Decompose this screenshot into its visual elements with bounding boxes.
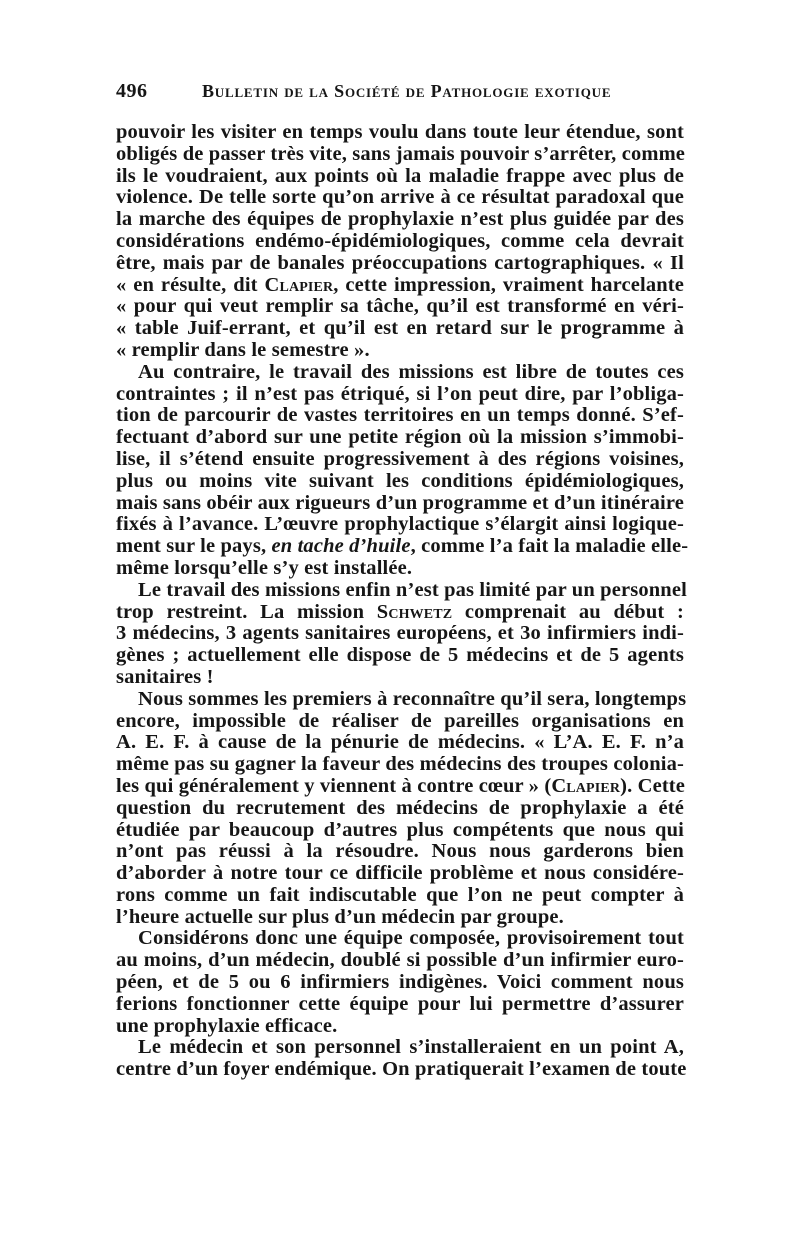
text-line: Considérons donc une équipe composée, provisoirement tout [138, 927, 684, 950]
text-line: « table Juif-errant, et qu’il est en retard sur le programme à [116, 317, 684, 340]
page-header [116, 80, 686, 106]
text-line: considérations endémo-épidémiologiques, comme cela devrait [116, 229, 684, 252]
text-line: violence. De telle sorte qu’on arrive à ce résultat paradoxal que [116, 186, 684, 209]
text-line: mais sans obéir aux rigueurs d’un programme et d’un itinéraire [116, 491, 684, 514]
text-line: pouvoir les visiter en temps voulu dans toute leur étendue, sont [116, 121, 684, 143]
text-line: contraintes ; il n’est pas étriqué, si l’on peut dire, par l’obliga- [116, 382, 684, 405]
text-line: A. E. F. à cause de la pénurie de médecins. « L’A. E. F. n’a [116, 731, 684, 754]
text-line: fixés à l’avance. L’œuvre prophylactique s’élargit ainsi logique- [116, 513, 684, 536]
author-name-clapier: Clapier [551, 774, 621, 797]
text-line: l’heure actuelle sur plus d’un médecin par groupe. [116, 905, 564, 928]
text-line: encore, impossible de réaliser de pareilles organisations en [116, 709, 684, 732]
text-line: Le médecin et son personnel s’installeraient en un point A, [138, 1036, 684, 1059]
italic-phrase: en tache d’huile [271, 535, 411, 558]
text-line: être, mais par de banales préoccupations cartographiques. « Il [116, 251, 684, 274]
text-line: la marche des équipes de prophylaxie n’est plus guidée par des [116, 208, 684, 231]
text-line: Au contraire, le travail des missions est libre de toutes ces [138, 360, 684, 383]
text-line: n’ont pas réussi à la résoudre. Nous nous garderons bien [116, 840, 684, 863]
text-line: 3 médecins, 3 agents sanitaires européens, et 3o infirmiers indi- [116, 622, 684, 645]
text-line: question du recrutement des médecins de prophylaxie a été [116, 796, 684, 819]
text-line: les qui généralement y viennent à contre cœur » (Clapier). Cette [116, 774, 686, 797]
text-line: gènes ; actuellement elle dispose de 5 médecins et de 5 agents [116, 644, 684, 667]
text-line: « en résulte, dit Clapier, cette impression, vraiment harcelante [116, 273, 684, 296]
page-number: 496 [116, 80, 148, 102]
text-line: rons comme un fait indiscutable que l’on ne peut compter à [116, 883, 684, 906]
text-line: fectuant d’abord sur une petite région où la mission s’immobi- [116, 426, 684, 449]
text-line: « remplir dans le semestre ». [116, 338, 370, 361]
author-name-clapier: Clapier [264, 273, 334, 296]
text-line: trop restreint. La mission Schwetz comprenait au début : [116, 600, 684, 623]
text-line: « pour qui veut remplir sa tâche, qu’il est transformé en véri- [116, 295, 684, 318]
text-line: étudiée par beaucoup d’autres plus compétents que nous qui [116, 818, 684, 841]
text-line: Nous sommes les premiers à reconnaître qu’il sera, longtemps [138, 687, 687, 710]
text-line: centre d’un foyer endémique. On pratiquerait l’examen de toute [116, 1058, 687, 1081]
text-line: ferions fonctionner cette équipe pour lui permettre d’assurer [116, 992, 684, 1015]
text-line: même pas su gagner la faveur des médecins des troupes colonia- [116, 753, 684, 776]
text-line: péen, et de 5 ou 6 infirmiers indigènes. Voici comment nous [116, 971, 684, 994]
running-title: Bulletin de la Société de Pathologie exotique [202, 81, 612, 101]
text-line: plus ou moins vite suivant les conditions épidémiologiques, [116, 469, 684, 492]
text-line: sanitaires ! [116, 665, 214, 688]
body-text [116, 121, 689, 1081]
text-line: une prophylaxie efficace. [116, 1014, 338, 1037]
text-line: d’aborder à notre tour ce difficile problème et nous considére- [116, 862, 684, 885]
text-line: Le travail des missions enfin n’est pas limité par un personnel [138, 578, 687, 601]
text-line: tion de parcourir de vastes territoires en un temps donné. S’ef- [116, 404, 684, 427]
text-line: ils le voudraient, aux points où la maladie frappe avec plus de [116, 164, 684, 187]
text-line: même lorsqu’elle s’y est installée. [116, 556, 413, 579]
text-line: ment sur le pays, en tache d’huile, comme l’a fait la maladie elle- [116, 535, 689, 558]
text-line: lise, il s’étend ensuite progressivement à des régions voisines, [116, 447, 684, 470]
author-name-schwetz: Schwetz [376, 600, 453, 623]
text-line: au moins, d’un médecin, doublé si possible d’un infirmier euro- [116, 949, 684, 972]
text-line: obligés de passer très vite, sans jamais pouvoir s’arrêter, comme [116, 142, 686, 165]
